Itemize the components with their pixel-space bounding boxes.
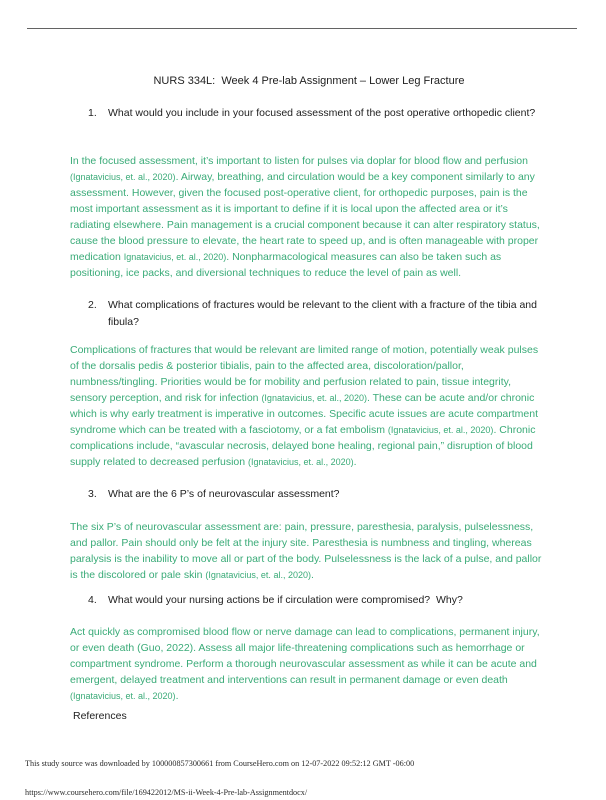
answer-3: The six P’s of neurovascular assessment are: pain, pressure, paresthesia, paralysis, pulselessness, and pallor. Pain should only be felt at the injury site. Paresthesia is numbness and tingling, whereas paralysis is the inability to move all or part of the body. Pulselessness is the lack of a pulse, and pallor is the discolored or pale skin (Ignatavicius, et. al., 2020). [70,521,545,581]
question-4-text: What would your nursing actions be if circulation were compromised? Why? [108,594,463,606]
document-title: NURS 334L: Week 4 Pre-lab Assignment – Lower Leg Fracture [153,75,465,87]
question-2-text: What complications of fractures would be relevant to the client with a fracture of the tibia and fibula? [108,299,540,328]
answer-2: Complications of fractures that would be relevant are limited range of motion, potentially weak pulses of the dorsalis pedis & posterior tibialis, pain to the affected area, discoloration/pallor, numbness/tingling. Priorities would be for mobility and perfusion related to pain, tissue integrity, sensory perception, and risk for infection (Ignatavicius, et. al., 2020). These can be acute and/or chronic which is why early treatment is imperative in outcomes. Specific acute issues are acute compartment syndrome which can be treated with a fasciotomy, or a fat embolism (Ignatavicius, et. al., 2020). Chronic complications include, “avascular necrosis, delayed bone healing, regional pain,” disruption of blood supply related to decreased perfusion (Ignatavicius, et. al., 2020). [70,344,541,468]
question-3-number: 3. [88,488,97,500]
references-heading: References [73,710,127,722]
question-3-text: What are the 6 P’s of neurovascular assessment? [108,488,340,500]
question-2 [70,297,546,331]
question-1-number: 1. [88,107,97,119]
source-url-link[interactable]: https://www.coursehero.com/file/169422012/MS-ii-Week-4-Pre-lab-Assignmentdocx/ [25,788,308,797]
question-3 [70,486,546,503]
page-top-rule [27,28,577,29]
download-attribution: This study source was downloaded by 100000857300661 from CourseHero.com on 12-07-2022 09:52:12 GMT -06:00 [25,759,415,768]
question-2-number: 2. [88,299,97,311]
question-4 [70,592,546,609]
question-4-number: 4. [88,594,97,606]
question-1-text: What would you include in your focused assessment of the post operative orthopedic client? [108,107,536,119]
answer-1: In the focused assessment, it’s important to listen for pulses via doplar for blood flow and perfusion (Ignatavicius, et. al., 2020). Airway, breathing, and circulation would be a key component similarly to any assessment. However, given the focused post-operative client, for orthopedic purposes, pain is the most important assessment as it is important to define if it is local upon the affected area or it’s radiating elsewhere. Pain management is a crucial component because it can alter respiratory status, cause the blood pressure to elevate, the heart rate to speed up, and is often manageable with proper medication Ignatavicius, et. al., 2020). Nonpharmacological measures can also be taken such as positioning, ice packs, and diversional techniques to reduce the level of pain as well. [70,155,543,279]
answer-4: Act quickly as compromised blood flow or nerve damage can lead to complications, permanent injury, or even death (Guo, 2022). Assess all major life-threatening complications such as hemorrhage or compartment syndrome. Perform a thorough neurovascular assessment as while it can be acute and emergent, delayed treatment and interventions can result in permanent damage or even death (Ignatavicius, et. al., 2020). [70,626,543,702]
question-1 [70,105,546,122]
